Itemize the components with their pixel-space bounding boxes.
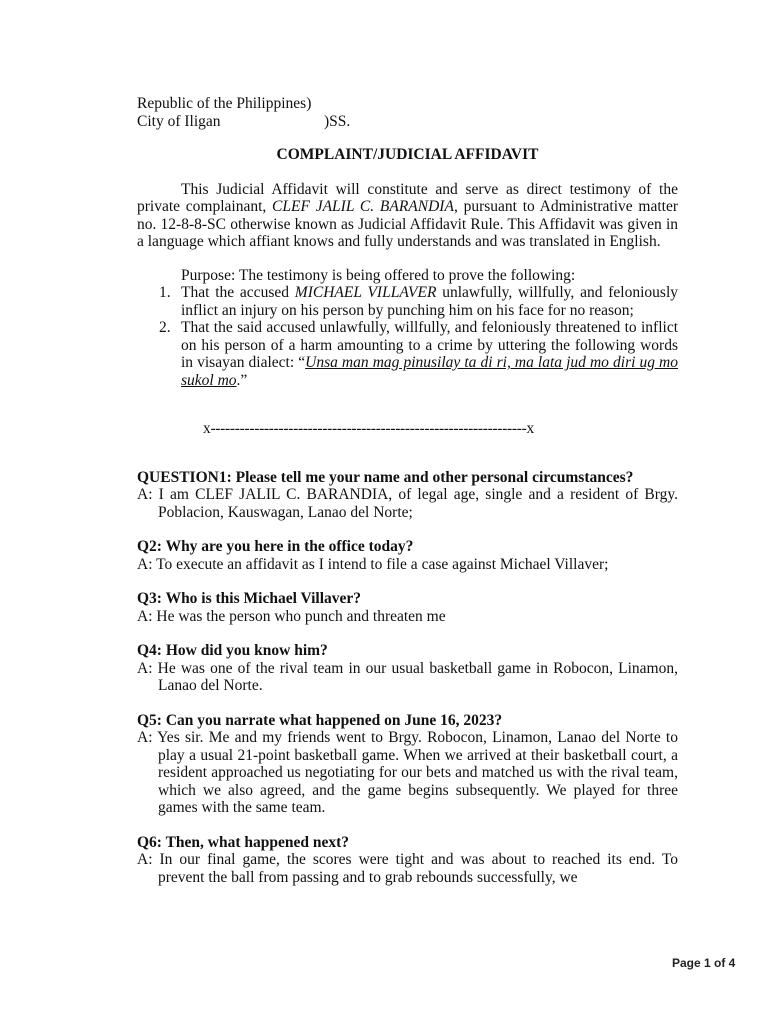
answer: A: I am CLEF JALIL C. BARANDIA, of legal age, single and a resident of Brgy. Poblacion, Kauswagan, Lanao del Norte; [137,486,678,521]
question: QUESTION1: Please tell me your name and other personal circumstances? [137,468,634,486]
intro-paragraph [137,181,678,251]
answer: A: To execute an affidavit as I intend to file a case against Michael Villaver; [137,555,609,573]
venue-ss: )SS. [324,112,351,130]
question: Q2: Why are you here in the office today? [137,538,414,555]
answer: A: Yes sir. Me and my friends went to Brgy. Robocon, Linamon, Lanao del Norte to play a usual 21-point basketball game. When we arrived at their basketball court, a resident approached us negotiating for our bets and matched us with the rival team, which we also agreed, and the game begins subsequently. We played for three games with the same team. [137,729,678,816]
venue-city [137,113,678,131]
purpose-item [137,284,678,319]
answer: A: He was one of the rival team in our usual basketball game in Robocon, Linamon, Lanao del Norte. [137,659,678,694]
page-number: Page 1 of 4 [672,956,736,970]
visayan-quote: Unsa man mag pinusilay ta di ri, ma lata jud mo diri ug mo sukol mo [181,354,678,389]
accused-name: MICHAEL VILLAVER [294,284,437,301]
venue-republic: Republic of the Philippines) [137,95,312,112]
purpose-item-text: That the accused [181,284,295,301]
intro-text-2: , pursuant to Administrative matter no. 12-8-8-SC otherwise known as Judicial Affidavit Rule. This Affidavit was given in a language which affiant knows and fully understands and was translated in English. [137,198,678,250]
venue-city-name: City of Iligan [137,112,221,130]
question: Q3: Who is this Michael Villaver? [137,590,362,607]
qa-block [137,712,678,817]
qa-block [137,469,678,522]
question: Q4: How did you know him? [137,642,328,659]
qa-block [137,538,678,573]
purpose-item-number: 2. [159,319,171,336]
section-separator: x-----------------------------------------------------------------x [203,420,534,437]
qa-block [137,590,678,625]
purpose-lead: Purpose: The testimony is being offered to prove the following: [181,266,576,284]
answer: A: He was the person who punch and threaten me [137,607,446,625]
affidavit-page [137,95,678,886]
purpose-item-text: .” [236,371,248,389]
purpose-item-text: unlawfully, willfully, and feloniously inflict an injury on his person by punching him on his face for no reason; [181,284,679,319]
purpose-item [137,319,678,389]
purpose-list [137,284,678,389]
purpose-item-text: That the said accused unlawfully, willfully, and feloniously threatened to inflict on his person of a harm amounting to a crime by uttering the following words in visayan dialect: “ [181,319,678,371]
answer: A: In our final game, the scores were tight and was about to reached its end. To prevent the ball from passing and to grab rebounds successfully, we [137,851,678,886]
intro-text-1: This Judicial Affidavit will constitute and serve as direct testimony of the private complainant, [137,180,678,215]
document-title: COMPLAINT/JUDICIAL AFFIDAVIT [276,146,539,163]
qa-block [137,642,678,695]
complainant-name: CLEF JALIL C. BARANDIA [272,198,454,215]
qa-block [137,834,678,887]
question: Q5: Can you narrate what happened on June 16, 2023? [137,711,503,729]
question: Q6: Then, what happened next? [137,833,350,851]
venue-header [137,95,678,130]
purpose-item-number: 1. [159,284,171,301]
